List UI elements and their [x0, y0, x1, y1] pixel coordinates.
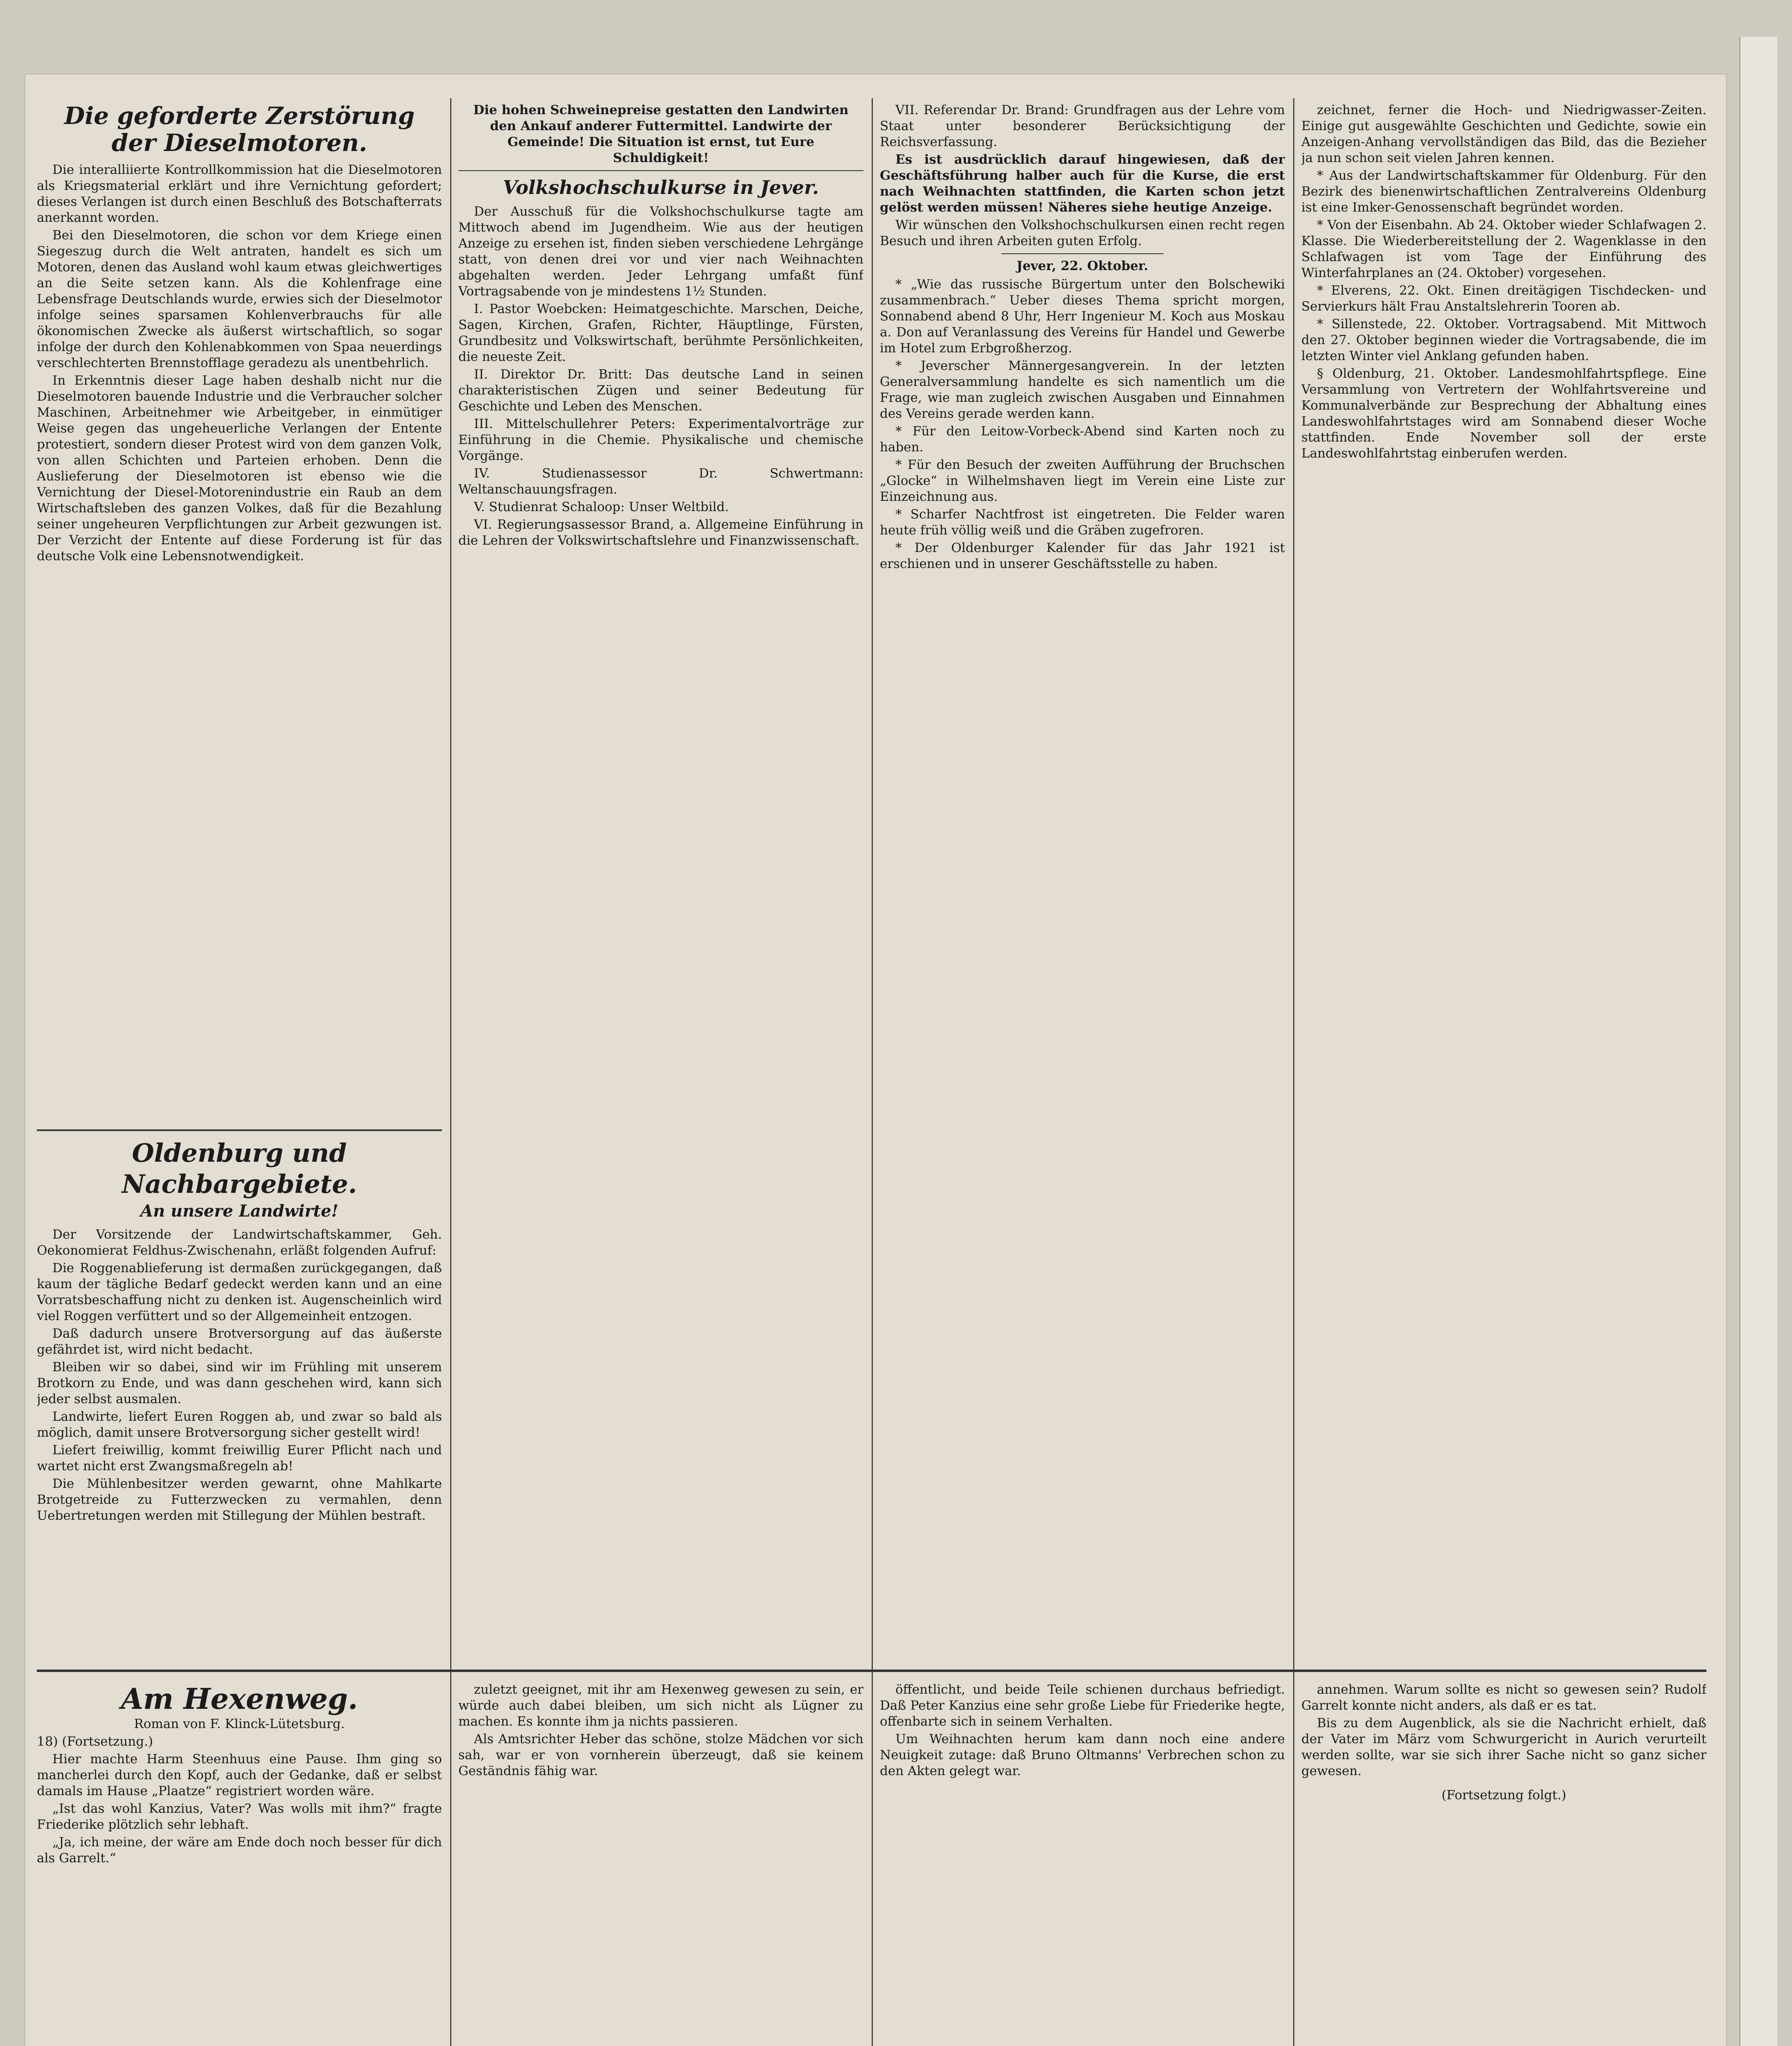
course-item: III. Mittelschullehrer Peters: Experimentalvorträge zur Einführung in die Chemie. Physikalische und chemische Vorgänge.: [458, 417, 863, 463]
column-rule: [872, 98, 873, 2046]
local-note: * Sillenstede, 22. Oktober. Vortragsabend. Mit Mittwoch den 27. Oktober beginnen wieder die Vortragsabende, die im letzten Winter viel Anklang gefunden haben.: [1301, 317, 1706, 363]
serial-column-2: [458, 1682, 863, 2046]
paragraph: Daß dadurch unsere Brotversorgung auf das äußerste gefährdet ist, wird nicht bedacht.: [37, 1326, 442, 1357]
local-note: zeichnet, ferner die Hoch- und Niedrigwasser-Zeiten. Einige gut ausgewählte Geschichten und Gedichte, sowie ein Anzeigen-Anhang vervollständigen das Bild, das die Bezieher ja nun schon seit vielen Jahren kennen.: [1301, 103, 1706, 165]
feuilleton-rule: [37, 1670, 1706, 1672]
serial-column-4: [1301, 1682, 1706, 2046]
subheadline-landwirte: An unsere Landwirte!: [140, 1201, 338, 1221]
dateline-jever: Jever, 22. Oktober.: [1017, 259, 1148, 273]
local-note: * „Wie das russische Bürgertum unter den Bolschewiki zusammenbrach.“ Ueber dieses Thema spricht morgen, Sonnabend abend 8 Uhr, Herr Ingenieur M. Koch aus Moskau a. Don auf Veranlassung des Vereins für Handel und Gewerbe im Hotel zum Erbgroßherzog.: [880, 277, 1285, 356]
serial-footer: (Fortsetzung folgt.): [1441, 1788, 1567, 1803]
paragraph: Die Roggenablieferung ist dermaßen zurückgegangen, daß kaum der tägliche Bedarf gedeckt werden kann und an eine Vorratsbeschaffung nicht zu denken ist. Augenscheinlich wird viel Roggen verfüttert und so der Allgemeinheit entzogen.: [37, 1261, 442, 1323]
local-note: * Für den Leitow-Vorbeck-Abend sind Karten noch zu haben.: [880, 424, 1285, 455]
local-note: * Für den Besuch der zweiten Aufführung der Bruchschen „Glocke“ in Wilhelmshaven liegt im Verein eine Liste zur Einzeichnung aus.: [880, 457, 1285, 504]
serial-column-3: [880, 1682, 1285, 2046]
local-note: * Jeverscher Männergesangverein. In der letzten Generalversammlung handelte es sich namentlich um die Frage, wie man zugleich zwischen Ausgaben und Einnahmen des Vereins gerade werden kann.: [880, 358, 1285, 421]
paragraph: annehmen. Warum sollte es nicht so gewesen sein? Rudolf Garrelt konnte nicht anders, als daß er es tat.: [1301, 1682, 1706, 1713]
newspaper-page: [25, 74, 1727, 2046]
local-note: * Aus der Landwirtschaftskammer für Oldenburg. Für den Bezirk des bienenwirtschaftlichen Zentralvereins Oldenburg ist eine Imker-Genossenschaft begründet worden.: [1301, 168, 1706, 215]
serial-continuation: (Fortsetzung.): [62, 1734, 153, 1749]
serial-title: Am Hexenweg.: [121, 1682, 358, 1716]
column-rule: [450, 98, 451, 2046]
course-item: VII. Referendar Dr. Brand: Grundfragen aus der Lehre vom Staat unter besonderer Berücksichtigung der Reichsverfassung.: [880, 103, 1285, 149]
serial-number: 18): [37, 1734, 58, 1749]
paragraph-notice: Es ist ausdrücklich darauf hingewiesen, daß der Geschäftsführung halber auch für die Kurse, die erst nach Weihnachten stattfinden, die Karten schon jetzt gelöst werden müssen! Näheres siehe heutige Anzeige.: [880, 152, 1285, 215]
headline-diesel-2: der Dieselmotoren.: [111, 129, 367, 157]
local-note: * Von der Eisenbahn. Ab 24. Oktober wieder Schlafwagen 2. Klasse. Die Wiederbereitstellung der 2. Wagenklasse in den Schlafwagen ist vom Tage der Einführung des Winterfahrplanes an (24. Oktober) vorgesehen.: [1301, 218, 1706, 280]
paragraph: Wir wünschen den Volkshochschulkursen einen recht regen Besuch und ihren Arbeiten guten Erfolg.: [880, 218, 1285, 248]
paragraph: zuletzt geeignet, mit ihr am Hexenweg gewesen zu sein, er würde auch dabei bleiben, um sich nicht als Lügner zu machen. Es konnte ihm ja nichts passieren.: [458, 1682, 863, 1729]
paragraph: Als Amtsrichter Heber das schöne, stolze Mädchen vor sich sah, war er von vornherein überzeugt, daß sie keinem Geständnis fähig war.: [458, 1732, 863, 1778]
course-item: V. Studienrat Schaloop: Unser Weltbild.: [474, 500, 729, 514]
paragraph: Der Ausschuß für die Volkshochschulkurse tagte am Mittwoch abend im Jugendheim. Wie aus der heutigen Anzeige zu ersehen ist, finden sieben verschiedene Lehrgänge statt, von denen drei vor und vier nach Weihnachten abgehalten werden. Jeder Lehrgang umfaßt fünf Vortragsabende von je mindestens 1½ Stunden.: [458, 204, 863, 299]
paragraph: öffentlicht, und beide Teile schienen durchaus befriedigt. Daß Peter Kanzius eine sehr große Liebe für Friederike hegte, offenbarte sich in seinem Verhalten.: [880, 1682, 1285, 1729]
paragraph: „Ja, ich meine, der wäre am Ende doch noch besser für dich als Garrelt.“: [37, 1835, 442, 1866]
serial-byline: Roman von F. Klinck-Lütetsburg.: [134, 1717, 345, 1731]
paragraph: Bleiben wir so dabei, sind wir im Frühling mit unserem Brotkorn zu Ende, und was dann geschehen wird, kann sich jeder selbst ausmalen.: [37, 1360, 442, 1406]
paragraph: „Ist das wohl Kanzius, Vater? Was wolls mit ihm?“ fragte Friederike plötzlich sehr lebhaft.: [37, 1801, 442, 1832]
paragraph: Bis zu dem Augenblick, als sie die Nachricht erhielt, daß der Vater im März vom Schwurgericht in Aurich verurteilt werden sollte, war sie sich ihrer Sache nicht so ganz sicher gewesen.: [1301, 1716, 1706, 1778]
paragraph: Liefert freiwillig, kommt freiwillig Eurer Pflicht nach und wartet nicht erst Zwangsmaßregeln ab!: [37, 1443, 442, 1474]
column-diesel: [37, 102, 442, 1121]
paragraph-schweine: Die hohen Schweinepreise gestatten den Landwirten den Ankauf anderer Futtermittel. Landwirte der Gemeinde! Die Situation ist ernst, tut Eure Schuldigkeit!: [473, 103, 849, 165]
paragraph: Die interalliierte Kontrollkommission hat die Dieselmotoren als Kriegsmaterial erklärt und ihre Vernichtung gefordert; dieses Verlangen ist durch einen Beschluß des Botschafterrats anerkannt worden.: [37, 162, 442, 225]
paragraph: In Erkenntnis dieser Lage haben deshalb nicht nur die Dieselmotoren bauende Industrie und die Verbraucher solcher Maschinen, Arbeitnehmer wie Arbeitgeber, in einmütiger Weise gegen das ungeheuerliche Verlangen der Entente protestiert, sondern dieser Protest wird von dem ganzen Volk, von allen Schichten und Parteien erhoben. Denn die Auslieferung der Dieselmotoren ist ebenso wie die Vernichtung der Diesel-Motorenindustrie ein Raub an dem Wirtschaftsleben des ganzen Volkes, daß für die Bezahlung seiner ungeheuren Verpflichtungen zur Arbeit gezwungen ist. Der Verzicht der Entente auf diese Forderung ist für das deutsche Volk eine Lebensnotwendigkeit.: [37, 373, 442, 563]
local-note: § Oldenburg, 21. Oktober. Landesmohlfahrtspflege. Eine Versammlung von Vertretern der Wohlfahrtsvereine und Kommunalverbände zur Besprechung der Abhaltung eines Landeswohlfahrtstages wird am Sonnabend dieser Woche stattfinden. Ende November soll der erste Landeswohlfahrtstag einberufen werden.: [1301, 366, 1706, 461]
paragraph: Die Mühlenbesitzer werden gewarnt, ohne Mahlkarte Brotgetreide zu Futterzwecken zu vermahlen, denn Uebertretungen werden mit Stillegung der Mühlen bestraft.: [37, 1476, 442, 1523]
local-note: * Elverens, 22. Okt. Einen dreitägigen Tischdecken- und Servierkurs hält Frau Anstaltslehrerin Tooren ab.: [1301, 283, 1706, 314]
serial-meta: [37, 1734, 442, 1750]
serial-column-1: [37, 1682, 442, 2046]
headline-oldenburg: Oldenburg und Nachbargebiete.: [122, 1138, 357, 1199]
local-note: * Der Oldenburger Kalender für das Jahr 1921 ist erschienen und in unserer Geschäftsstelle zu haben.: [880, 541, 1285, 571]
course-item: II. Direktor Dr. Britt: Das deutsche Land in seinen charakteristischen Zügen und seiner Bedeutung für Geschichte und Leben des Menschen.: [458, 367, 863, 414]
course-item: VI. Regierungsassessor Brand, a. Allgemeine Einführung in die Lehren der Volkswirtschaftslehre und Finanzwissenschaft.: [458, 517, 863, 548]
paragraph: Um Weihnachten herum kam dann noch eine andere Neuigkeit zutage: daß Bruno Oltmanns' Verbrechen schon zu den Akten gelegt war.: [880, 1732, 1285, 1778]
paragraph: Landwirte, liefert Euren Roggen ab, und zwar so bald als möglich, damit unsere Brotversorgung sicher gestellt wird!: [37, 1409, 442, 1440]
paragraph: Hier machte Harm Steenhuus eine Pause. Ihm ging so mancherlei durch den Kopf, auch der Gedanke, daß er selbst damals im Hause „Plaatze“ registriert worden wäre.: [37, 1752, 442, 1798]
paragraph: Bei den Dieselmotoren, die schon vor dem Kriege einen Siegeszug durch die Welt antraten, handelt es sich um Motoren, denen das Ausland wohl kaum etwas gleichwertiges an die Seite setzen kann. Als die Kohlenfrage eine Lebensfrage Deutschlands wurde, erwies sich der Dieselmotor infolge seines sparsamen Kohlenverbrauchs für alle ökonomischen Zwecke als äußerst wirtschaftlich, so sogar infolge der durch den Kohlenabkommen von Spaa neuerdings verschlechterten Brennstofflage geradezu als unentbehrlich.: [37, 228, 442, 370]
course-item: IV. Studienassessor Dr. Schwertmann: Weltanschauungsfragen.: [458, 466, 863, 497]
course-item: I. Pastor Woebcken: Heimatgeschichte. Marschen, Deiche, Sagen, Kirchen, Grafen, Richter, Häuptlinge, Fürsten, Grundbesitz und Volkswirtschaft, berühmte Persönlichkeiten, die neueste Zeit.: [458, 302, 863, 364]
local-note: * Scharfer Nachtfrost ist eingetreten. Die Felder waren heute früh völlig weiß und die Gräben zugefroren.: [880, 507, 1285, 538]
paragraph: Der Vorsitzende der Landwirtschaftskammer, Geh. Oekonomierat Feldhus-Zwischenahn, erläßt folgenden Aufruf:: [37, 1227, 442, 1258]
divider: [458, 170, 863, 171]
section-divider: [37, 1129, 442, 1131]
adjacent-page-edge: [1739, 37, 1777, 2046]
column-rule: [1293, 98, 1294, 2046]
divider: [1001, 253, 1163, 254]
headline-diesel-1: Die geforderte Zerstörung: [64, 102, 415, 130]
headline-volkshochschulkurse: Volkshochschulkurse in Jever.: [503, 176, 819, 198]
